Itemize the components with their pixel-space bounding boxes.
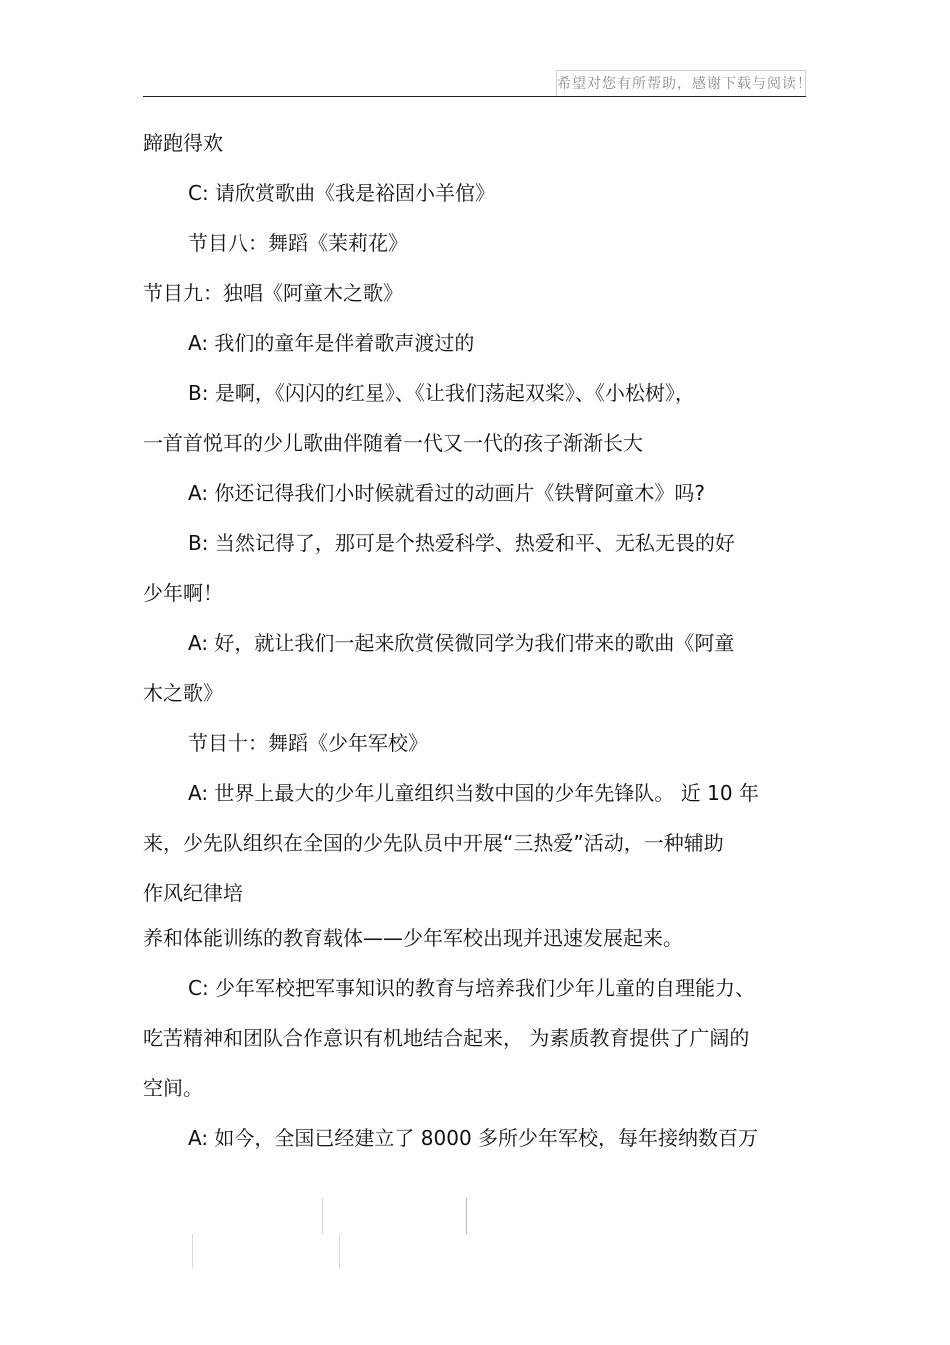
header-note: 希望对您有所帮助，感谢下载与阅读！ [556, 70, 806, 96]
text-line: 吃苦精神和团队合作意识有机地结合起来， 为素质教育提供了广阔的 [143, 1026, 750, 1050]
text-line: 少年啊！ [143, 581, 223, 605]
scan-mark [192, 1234, 193, 1268]
scan-mark [466, 1198, 467, 1234]
text-line: 空间。 [143, 1076, 203, 1100]
text-line: 一首首悦耳的少儿歌曲伴随着一代又一代的孩子渐渐长大 [143, 431, 643, 455]
header-divider [143, 96, 806, 97]
text-line: B: 是啊，《闪闪的红星》、《让我们荡起双桨》、《小松树》， [188, 381, 695, 405]
text-line: A: 你还记得我们小时候就看过的动画片《铁臂阿童木》吗? [188, 481, 706, 505]
text-line: 蹄跑得欢 [143, 131, 223, 155]
text-line: A: 如今，全国已经建立了 8000 多所少年军校，每年接纳数百万 [188, 1126, 759, 1150]
text-line: 来，少先队组织在全国的少先队员中开展“三热爱”活动，一种辅助 [143, 831, 724, 855]
text-line: C: 请欣赏歌曲《我是裕固小羊倌》 [188, 181, 496, 205]
scan-mark [322, 1198, 323, 1234]
text-line: A: 世界上最大的少年儿童组织当数中国的少年先锋队。 近 10 年 [188, 781, 759, 805]
text-line: 作风纪律培 [143, 881, 243, 905]
text-line: A: 我们的童年是伴着歌声渡过的 [188, 331, 475, 355]
text-line: 木之歌》 [143, 681, 223, 705]
text-line: 节目八：舞蹈《茉莉花》 [188, 231, 408, 255]
text-line: A: 好，就让我们一起来欣赏侯微同学为我们带来的歌曲《阿童 [188, 631, 735, 655]
text-line: 养和体能训练的教育载体——少年军校出现并迅速发展起来。 [143, 926, 683, 950]
text-line: C: 少年军校把军事知识的教育与培养我们少年儿童的自理能力、 [188, 976, 756, 1000]
text-line: 节目十：舞蹈《少年军校》 [188, 731, 428, 755]
scan-mark [339, 1234, 340, 1268]
text-line: 节目九：独唱《阿童木之歌》 [143, 281, 403, 305]
document-body [143, 118, 823, 1163]
text-line: B: 当然记得了，那可是个热爱科学、热爱和平、无私无畏的好 [188, 531, 735, 555]
